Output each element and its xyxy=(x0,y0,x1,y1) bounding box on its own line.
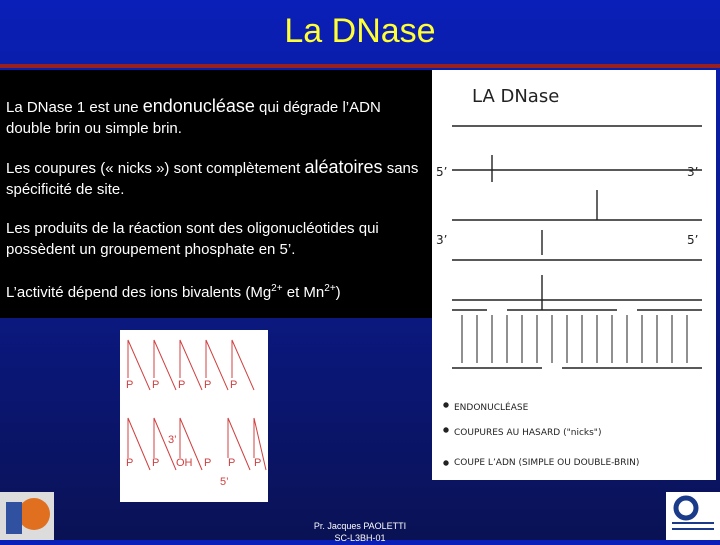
p4-text-a: L’activité dépend des ions bivalents (Mg xyxy=(6,284,272,301)
p1-text-c: qui dégrade l’ADN double brin ou simple brin. xyxy=(6,99,381,137)
p2-text-a: Les coupures (« nicks ») sont complètement xyxy=(6,160,305,177)
title-divider xyxy=(0,64,720,68)
text-panel xyxy=(0,70,432,318)
p-label-7: P xyxy=(152,457,160,469)
sketch-header: LA DNase xyxy=(472,86,560,107)
p-label-4: P xyxy=(204,379,212,391)
p4-text-b: et Mn xyxy=(282,284,325,301)
footer xyxy=(290,520,430,544)
p4-text-c: ) xyxy=(335,284,341,301)
phosphate-sketch xyxy=(120,330,268,502)
p-label-6: P xyxy=(126,457,134,469)
paragraph-ions xyxy=(6,278,426,303)
end-5-a: 5’ xyxy=(436,165,448,179)
paragraph-nicks xyxy=(6,157,426,200)
p-label-5: P xyxy=(230,379,238,391)
p1-emphasis: endonucléase xyxy=(142,96,255,116)
paragraph-products: Les produits de la réaction sont des oligonucléotides qui possèdent un groupement phosphate en 5’. xyxy=(6,220,379,258)
mg-charge: 2+ xyxy=(271,283,283,294)
p-label-3: P xyxy=(178,379,186,391)
p2-text-c: sans spécificité de site. xyxy=(6,160,419,198)
right-logo-graphic xyxy=(666,492,720,540)
phosphate-diagram xyxy=(120,330,268,502)
university-logo xyxy=(0,492,54,540)
paragraph-endonuclease xyxy=(6,96,426,139)
mn-charge: 2+ xyxy=(324,283,336,294)
left-logo-graphic xyxy=(0,492,54,540)
p-label-8: P xyxy=(204,457,212,469)
dnase-sketch xyxy=(432,70,716,480)
sketch-bullet-1: ENDONUCLÉASE xyxy=(454,403,529,413)
sketch-bullet-3: COUPE L’ADN (SIMPLE OU DOUBLE-BRIN) xyxy=(454,458,640,468)
p-label-10: P xyxy=(254,457,262,469)
p-label-2: P xyxy=(152,379,160,391)
p2-emphasis: aléatoires xyxy=(304,157,383,177)
end-3-b: 3’ xyxy=(436,233,448,247)
p-label-1: P xyxy=(126,379,134,391)
footer-author: Pr. Jacques PAOLETTI xyxy=(313,521,407,531)
p1-text-a: La DNase 1 est une xyxy=(6,99,143,116)
five-prime-label: 5’ xyxy=(220,476,229,488)
oh-label: OH xyxy=(176,457,193,469)
three-prime-label: 3’ xyxy=(168,434,177,446)
centre-biophysique-logo xyxy=(666,492,720,540)
end-5-b: 5’ xyxy=(687,233,699,247)
p-label-9: P xyxy=(228,457,236,469)
sketch-bullet-2: COUPURES AU HASARD ("nicks") xyxy=(454,428,602,438)
footer-code: SC-L3BH-01 xyxy=(334,533,386,543)
end-3-a: 3’ xyxy=(687,165,699,179)
slide-title: La DNase xyxy=(284,12,436,50)
handwritten-diagram xyxy=(432,70,716,480)
